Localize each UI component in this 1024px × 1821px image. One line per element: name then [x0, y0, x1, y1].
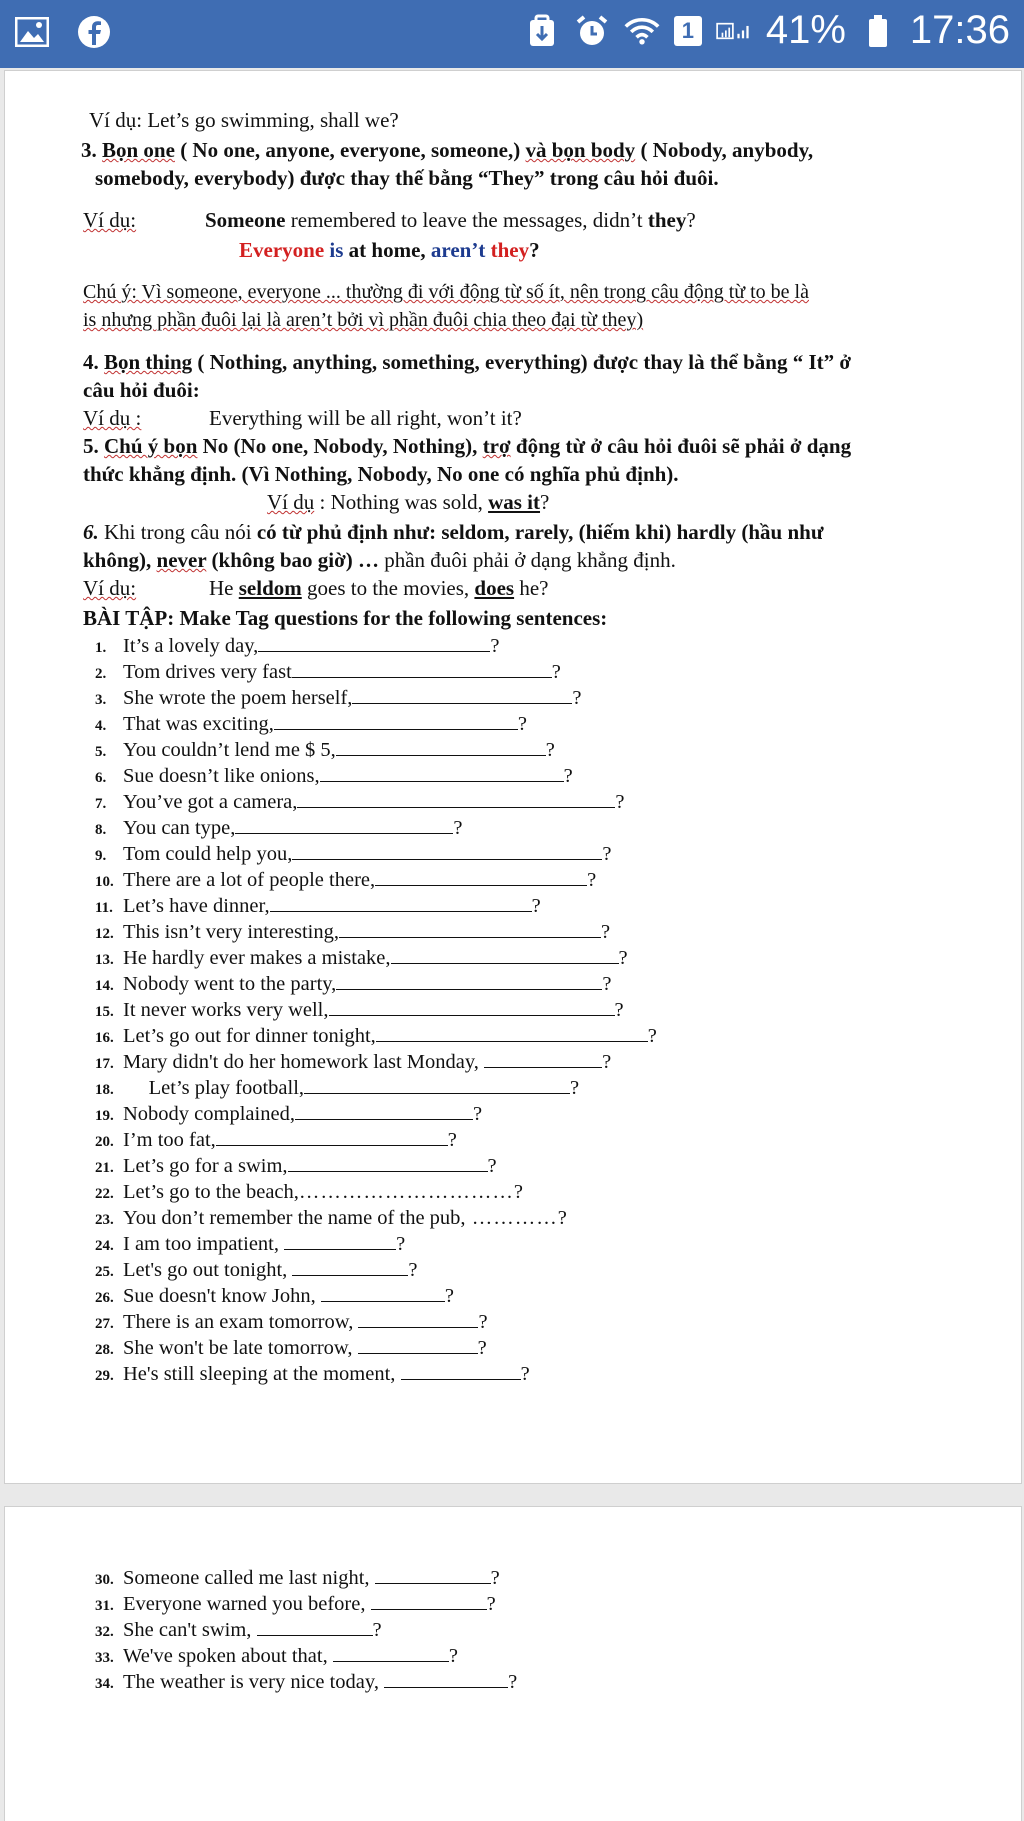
question-21: 21. Let’s go for a swim, ? [95, 1155, 497, 1177]
question-34: 34. The weather is very nice today, ? [95, 1671, 518, 1693]
document-page-2 [4, 1506, 1022, 1821]
question-17: 17. Mary didn't do her homework last Monday, ? [95, 1051, 612, 1073]
question-5: 5. You couldn’t lend me $ 5, ? [95, 739, 555, 761]
question-12: 12. This isn’t very interesting, ? [95, 921, 611, 943]
battery-percent: 41% [765, 8, 846, 52]
question-8: 8. You can type, ? [95, 817, 463, 839]
rule-3-cont: somebody, everybody) được thay thế bằng “They” trong câu hỏi đuôi. [95, 166, 719, 190]
question-27: 27. There is an exam tomorrow, ? [95, 1311, 488, 1333]
wifi-icon [624, 13, 660, 49]
example-line: Ví dụ: Let’s go swimming, shall we? [89, 108, 399, 132]
question-3: 3. She wrote the poem herself, ? [95, 687, 582, 709]
note-line-2: is nhưng phần đuôi lại là aren’t bởi vì phần đuôi chia theo đại từ they) [83, 309, 644, 331]
example-they: Ví dụ: [83, 208, 137, 232]
note-line-1: Chú ý: Vì someone, everyone ... thường đi với động từ số ít, nên trong câu động từ to be là [83, 281, 809, 303]
question-20: 20. I’m too fat, ? [95, 1129, 457, 1151]
question-13: 13. He hardly ever makes a mistake, ? [95, 947, 628, 969]
question-18: 18. Let’s play football, ? [95, 1077, 580, 1099]
example-everyone: Everyone is at home, aren’t they? [239, 238, 540, 262]
question-2: 2. Tom drives very fast ? [95, 661, 561, 683]
question-24: 24. I am too impatient, ? [95, 1233, 406, 1255]
example-it-text: Everything will be all right, won’t it? [209, 406, 522, 430]
question-1: 1. It’s a lovely day, ? [95, 635, 500, 657]
question-15: 15. It never works very well, ? [95, 999, 624, 1021]
rule-4-cont: câu hỏi đuôi: [83, 378, 200, 402]
status-bar [0, 0, 1024, 68]
question-4: 4. That was exciting, ? [95, 713, 527, 735]
question-29: 29. He's still sleeping at the moment, ? [95, 1363, 530, 1385]
exercise-title: BÀI TẬP: Make Tag questions for the following sentences: [83, 606, 608, 630]
example-they-text: Someone remembered to leave the messages, didn’t they? [205, 208, 696, 232]
document-page-1 [4, 70, 1022, 1484]
sim-badge: 1 [674, 16, 702, 46]
alarm-icon [574, 13, 610, 49]
question-23: 23. You don’t remember the name of the pub, …………? [95, 1207, 568, 1229]
rule-4: 4. Bọn thing ( Nothing, anything, something, everything) được thay là thể bằng “ It” ở [83, 350, 852, 374]
question-14: 14. Nobody went to the party, ? [95, 973, 612, 995]
save-icon [524, 13, 560, 49]
clock: 17:36 [909, 8, 1010, 52]
rule-5: 5. Chú ý bọn No (No one, Nobody, Nothing), trợ động từ ở câu hỏi đuôi sẽ phải ở dạng [83, 434, 852, 458]
question-31: 31. Everyone warned you before, ? [95, 1593, 496, 1615]
question-30: 30. Someone called me last night, ? [95, 1567, 500, 1589]
example-it: Ví dụ : [83, 406, 142, 430]
question-11: 11. Let’s have dinner, ? [95, 895, 541, 917]
question-6: 6. Sue doesn’t like onions, ? [95, 765, 573, 787]
question-28: 28. She won't be late tomorrow, ? [95, 1337, 487, 1359]
question-33: 33. We've spoken about that, ? [95, 1645, 458, 1667]
rule-6-cont: không), never (không bao giờ) … phần đuôi phải ở dạng khẳng định. [83, 548, 676, 572]
example-seldom: Ví dụ: [83, 576, 137, 600]
example-nothing: Ví dụ : Nothing was sold, was it? [267, 490, 550, 514]
question-32: 32. She can't swim, ? [95, 1619, 382, 1641]
question-10: 10. There are a lot of people there, ? [95, 869, 597, 891]
question-25: 25. Let's go out tonight, ? [95, 1259, 418, 1281]
facebook-icon [76, 14, 112, 50]
question-22: 22. Let’s go to the beach,…………………………? [95, 1181, 525, 1203]
gallery-icon [14, 14, 50, 50]
signal-icon [716, 13, 752, 49]
rule-3: 3. Bọn one ( No one, anyone, everyone, someone,) và bọn body ( Nobody, anybody, [81, 138, 814, 162]
question-26: 26. Sue doesn't know John, ? [95, 1285, 454, 1307]
question-7: 7. You’ve got a camera, ? [95, 791, 625, 813]
rule-6: 6. Khi trong câu nói có từ phủ định như: seldom, rarely, (hiếm khi) hardly (hầu như [83, 520, 824, 544]
example-seldom-text: He seldom goes to the movies, does he? [209, 576, 549, 600]
question-16: 16. Let’s go out for dinner tonight, ? [95, 1025, 657, 1047]
question-19: 19. Nobody complained, ? [95, 1103, 483, 1125]
question-9: 9. Tom could help you, ? [95, 843, 612, 865]
rule-5-cont: thức khẳng định. (Vì Nothing, Nobody, No one có nghĩa phủ định). [83, 462, 679, 486]
battery-icon [860, 13, 896, 49]
